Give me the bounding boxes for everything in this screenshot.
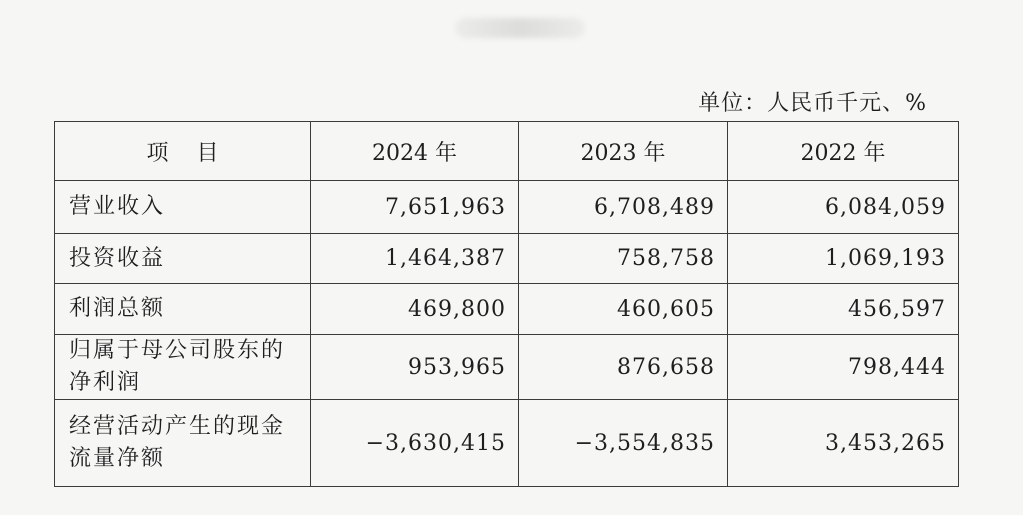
table-row — [55, 335, 959, 400]
row-label-line: 流量净额 — [69, 446, 166, 471]
cell-value: 798,444 — [728, 335, 959, 400]
cell-value: 7,651,963 — [311, 181, 519, 234]
header-2022: 2022 年 — [728, 122, 959, 181]
cell-value: −3,554,835 — [519, 400, 728, 487]
row-label-operating-cash-flow — [55, 400, 311, 487]
cell-value: 6,084,059 — [728, 181, 959, 234]
cell-value: −3,630,415 — [311, 400, 519, 487]
row-label-operating-revenue: 营业收入 — [55, 181, 311, 234]
cell-value: 876,658 — [519, 335, 728, 400]
header-2023: 2023 年 — [519, 122, 728, 181]
cell-value: 460,605 — [519, 284, 728, 335]
table-row — [55, 234, 959, 284]
cell-value: 953,965 — [311, 335, 519, 400]
cell-value: 1,464,387 — [311, 234, 519, 284]
table-row — [55, 284, 959, 335]
financial-table — [54, 121, 959, 487]
cell-value: 469,800 — [311, 284, 519, 335]
row-label-line: 归属于母公司股东的 — [69, 338, 286, 363]
row-label-investment-income: 投资收益 — [55, 234, 311, 284]
row-label-total-profit: 利润总额 — [55, 284, 311, 335]
row-label-line: 经营活动产生的现金 — [69, 414, 286, 439]
header-2024: 2024 年 — [311, 122, 519, 181]
header-item: 项目 — [55, 122, 311, 181]
cell-value: 3,453,265 — [728, 400, 959, 487]
cell-value: 758,758 — [519, 234, 728, 284]
cell-value: 6,708,489 — [519, 181, 728, 234]
cell-value: 1,069,193 — [728, 234, 959, 284]
row-label-line: 净利润 — [69, 370, 142, 395]
table-header-row — [55, 122, 959, 181]
blurred-header-text — [455, 18, 585, 38]
unit-label: 单位：人民币千元、% — [698, 91, 927, 116]
row-label-net-profit-parent — [55, 335, 311, 400]
cell-value: 456,597 — [728, 284, 959, 335]
table-row — [55, 181, 959, 234]
table-row — [55, 400, 959, 487]
